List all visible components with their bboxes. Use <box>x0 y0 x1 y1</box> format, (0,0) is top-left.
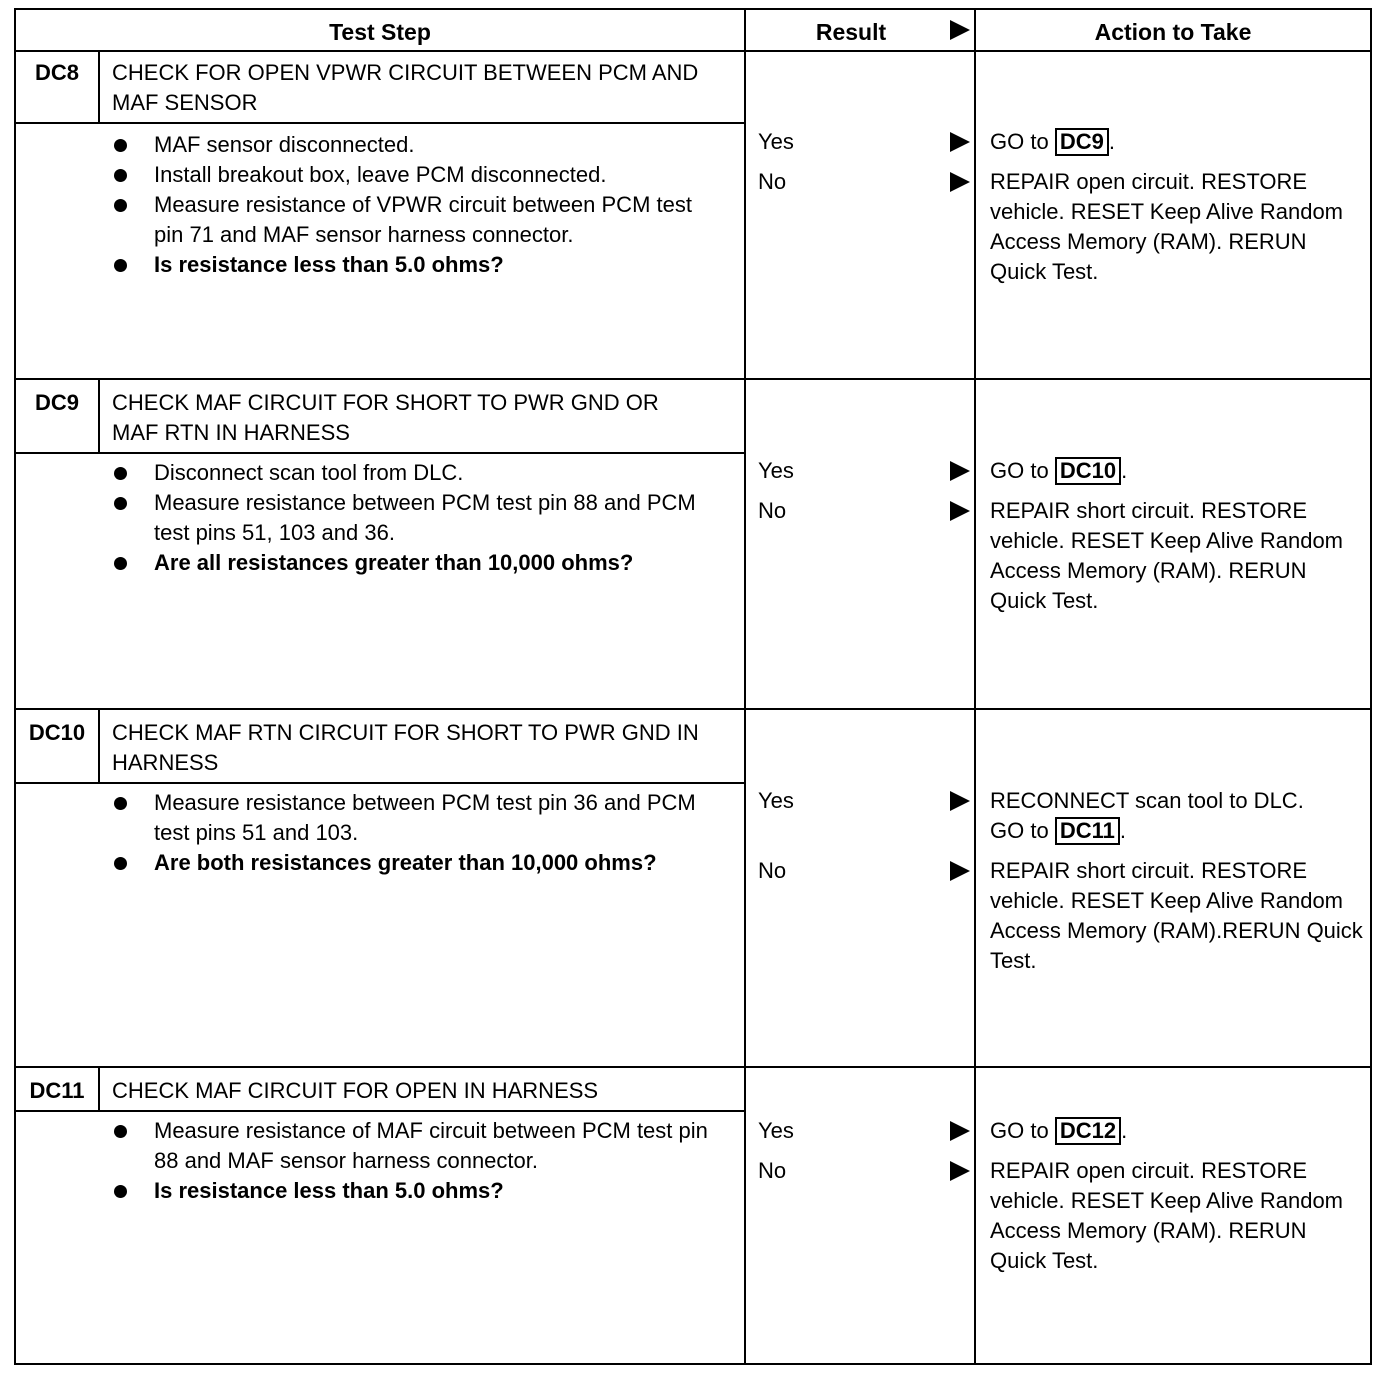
action-cell <box>976 380 1370 708</box>
result-cell <box>746 710 976 1066</box>
bullet-icon <box>114 139 127 152</box>
arrow-right-icon <box>950 1161 970 1181</box>
step-dc8 <box>16 50 1370 380</box>
step-title-row <box>16 1068 746 1112</box>
step-title: CHECK MAF CIRCUIT FOR OPEN IN HARNESS <box>112 1078 599 1103</box>
action-no: REPAIR open circuit. RESTORE vehicle. RESET Keep Alive Random Access Memory (RAM). RERUN Quick Test. <box>990 169 1343 284</box>
list-item: Install breakout box, leave PCM disconnected. <box>112 160 724 190</box>
step-instructions <box>112 458 724 578</box>
step-instructions <box>112 788 724 878</box>
arrow-right-icon <box>950 461 970 481</box>
step-dc9 <box>16 380 1370 710</box>
list-item: Disconnect scan tool from DLC. <box>112 458 724 488</box>
header-action: Action to Take <box>1094 19 1252 45</box>
bullet-icon <box>114 857 127 870</box>
action-cell <box>976 50 1370 378</box>
action-yes: GO to DC10 . <box>990 458 1128 483</box>
action-cell <box>976 1068 1370 1363</box>
test-step-cell <box>16 380 746 708</box>
header-result-cell <box>746 10 976 50</box>
list-item: MAF sensor disconnected. <box>112 130 724 160</box>
step-id: DC9 <box>16 380 100 452</box>
bullet-icon <box>114 497 127 510</box>
bullet-icon <box>114 1185 127 1198</box>
list-item: Measure resistance between PCM test pin 88 and PCM test pins 51, 103 and 36. <box>112 488 724 548</box>
result-yes: Yes <box>758 1116 974 1146</box>
step-title: CHECK MAF RTN CIRCUIT FOR SHORT TO PWR GND IN HARNESS <box>112 720 699 775</box>
step-reference: DC12 <box>1055 1117 1121 1145</box>
step-dc10 <box>16 710 1370 1068</box>
bullet-icon <box>114 1125 127 1138</box>
step-title-row <box>16 380 746 454</box>
step-id: DC8 <box>16 50 100 122</box>
action-no: REPAIR short circuit. RESTORE vehicle. RESET Keep Alive Random Access Memory (RAM).RERUN Quick Test. <box>990 858 1363 973</box>
action-yes: RECONNECT scan tool to DLC. GO to DC11 . <box>990 788 1304 843</box>
step-instructions <box>112 1116 724 1206</box>
bullet-icon <box>114 557 127 570</box>
step-id: DC11 <box>16 1068 100 1110</box>
question-item: Is resistance less than 5.0 ohms? <box>112 1176 724 1206</box>
list-item: Measure resistance between PCM test pin 36 and PCM test pins 51 and 103. <box>112 788 724 848</box>
bullet-icon <box>114 797 127 810</box>
step-title: CHECK MAF CIRCUIT FOR SHORT TO PWR GND OR MAF RTN IN HARNESS <box>112 390 659 445</box>
question-item: Is resistance less than 5.0 ohms? <box>112 250 724 280</box>
action-yes: GO to DC12 . <box>990 1118 1128 1143</box>
step-id: DC10 <box>16 710 100 782</box>
step-dc11 <box>16 1068 1370 1363</box>
bullet-icon <box>114 259 127 272</box>
step-instructions <box>112 130 724 280</box>
header-result: Result <box>815 19 887 45</box>
action-no: REPAIR short circuit. RESTORE vehicle. RESET Keep Alive Random Access Memory (RAM). RERUN Quick Test. <box>990 498 1343 613</box>
result-no: No <box>758 167 974 197</box>
step-title-row <box>16 50 746 124</box>
action-cell <box>976 710 1370 1066</box>
result-cell <box>746 1068 976 1363</box>
result-no: No <box>758 856 974 886</box>
bullet-icon <box>114 199 127 212</box>
action-no: REPAIR open circuit. RESTORE vehicle. RESET Keep Alive Random Access Memory (RAM). RERUN Quick Test. <box>990 1158 1343 1273</box>
result-yes: Yes <box>758 786 974 816</box>
question-item: Are all resistances greater than 10,000 ohms? <box>112 548 724 578</box>
bullet-icon <box>114 467 127 480</box>
step-reference: DC9 <box>1055 128 1109 156</box>
step-reference: DC11 <box>1055 817 1120 845</box>
result-no: No <box>758 496 974 526</box>
result-no: No <box>758 1156 974 1186</box>
result-cell <box>746 380 976 708</box>
test-step-cell <box>16 50 746 378</box>
step-title: CHECK FOR OPEN VPWR CIRCUIT BETWEEN PCM AND MAF SENSOR <box>112 60 699 115</box>
arrow-right-icon <box>950 172 970 192</box>
bullet-icon <box>114 169 127 182</box>
arrow-right-icon <box>950 132 970 152</box>
list-item: Measure resistance of VPWR circuit between PCM test pin 71 and MAF sensor harness connector. <box>112 190 724 250</box>
table-header <box>16 10 1370 52</box>
action-yes: GO to DC9 . <box>990 129 1115 154</box>
arrow-right-icon <box>950 20 970 40</box>
test-step-cell <box>16 1068 746 1363</box>
question-item: Are both resistances greater than 10,000 ohms? <box>112 848 724 878</box>
arrow-right-icon <box>950 791 970 811</box>
result-yes: Yes <box>758 127 974 157</box>
arrow-right-icon <box>950 861 970 881</box>
step-title-row <box>16 710 746 784</box>
diagnostic-table <box>14 8 1372 1365</box>
arrow-right-icon <box>950 1121 970 1141</box>
step-reference: DC10 <box>1055 457 1121 485</box>
list-item: Measure resistance of MAF circuit between PCM test pin 88 and MAF sensor harness connector. <box>112 1116 724 1176</box>
test-step-cell <box>16 710 746 1066</box>
result-cell <box>746 50 976 378</box>
result-yes: Yes <box>758 456 974 486</box>
arrow-right-icon <box>950 501 970 521</box>
header-test-step: Test Step <box>16 10 746 50</box>
